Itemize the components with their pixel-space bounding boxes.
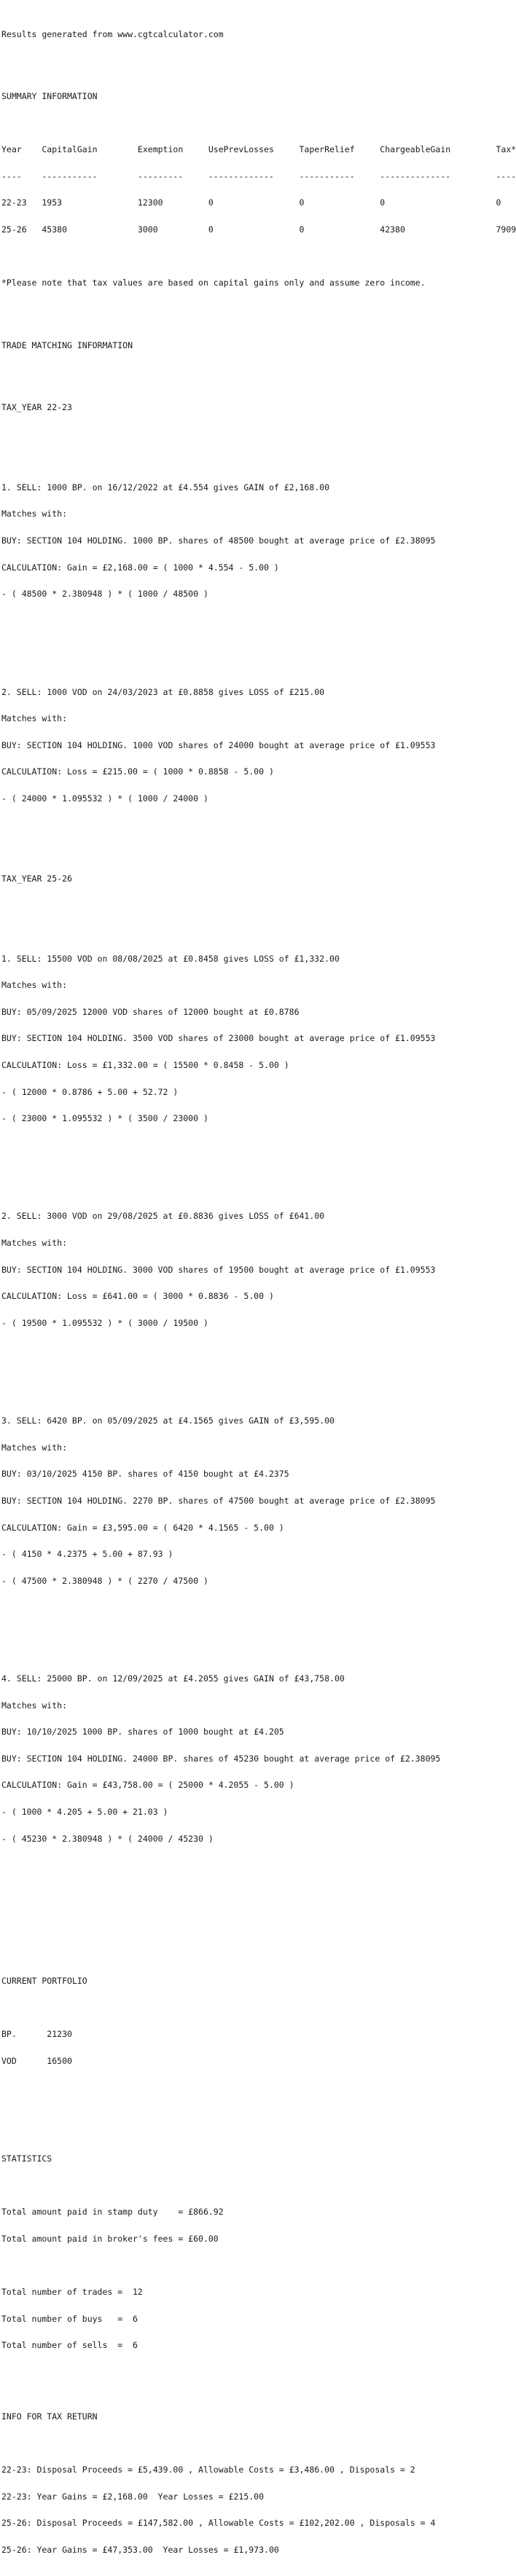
trade-buy-line: BUY: 05/09/2025 12000 VOD shares of 12000 bought at £0.8786 [1, 1006, 300, 1017]
trade-entry [1, 1657, 505, 1861]
trade-calculation-cont-line: - ( 1000 * 4.205 + 5.00 + 21.03 ) [1, 1807, 168, 1818]
trade-buy-line: BUY: SECTION 104 HOLDING. 24000 BP. shares of 45230 bought at average price of £2.38095 [1, 1753, 441, 1764]
summary-information-title: SUMMARY INFORMATION [1, 91, 98, 102]
portfolio-row: BP. 21230 [1, 2029, 72, 2040]
tax-year-heading-22-23: TAX_YEAR 22-23 [1, 402, 72, 413]
trade-matches-line: Matches with: [1, 1238, 68, 1249]
trade-sell-line: 1. SELL: 1000 BP. on 16/12/2022 at £4.554 gives GAIN of £2,168.00 [1, 482, 330, 492]
trade-matches-line: Matches with: [1, 1442, 68, 1453]
spacer [1, 430, 505, 439]
trade-calculation-line: CALCULATION: Gain = £3,595.00 = ( 6420 * 4.1565 - 5.00 ) [1, 1522, 284, 1533]
spacer [1, 2003, 505, 2011]
trade-calculation-cont-line: - ( 24000 * 1.095532 ) * ( 1000 / 24000 ) [1, 793, 208, 804]
trade-buy-line: BUY: 10/10/2025 1000 BP. shares of 1000 bought at £4.205 [1, 1727, 284, 1737]
trade-calculation-line: CALCULATION: Gain = £2,168.00 = ( 1000 * 4.554 - 5.00 ) [1, 562, 279, 573]
tax-return-title: INFO FOR TAX RETURN [1, 2411, 98, 2422]
table-row: 22-23 1953 12300 0 0 0 0 [1, 197, 501, 208]
spacer [1, 1914, 505, 1923]
trade-calculation-line: CALCULATION: Loss = £215.00 = ( 1000 * 0.8858 - 5.00 ) [1, 766, 274, 777]
summary-table-header: Year CapitalGain Exemption UsePrevLosses TaperRelief ChargeableGain Tax* [1, 144, 516, 155]
trade-sell-line: 2. SELL: 3000 VOD on 29/08/2025 at £0.8836 gives LOSS of £641.00 [1, 1211, 325, 1222]
trade-buy-line: BUY: 03/10/2025 4150 BP. shares of 4150 bought at £4.2375 [1, 1469, 289, 1480]
summary-note: *Please note that tax values are based on capital gains only and assume zero income. [1, 278, 426, 288]
spacer [1, 839, 505, 847]
current-portfolio-title: CURRENT PORTFOLIO [1, 1975, 87, 1986]
trade-buy-line: BUY: SECTION 104 HOLDING. 2270 BP. shares of 47500 bought at average price of £2.38095 [1, 1495, 436, 1506]
statistics-sells-line: Total number of sells = 6 [1, 2340, 138, 2351]
trade-entry [1, 1194, 505, 1345]
tax-return-line: 25-26: Year Gains = £47,353.00 Year Losses = £1,973.00 [1, 2544, 279, 2555]
tax-return-line: 25-26: Disposal Proceeds = £147,582.00 , Allowable Costs = £102,202.00 , Disposals = 4 [1, 2518, 436, 2529]
generated-from-line: Results generated from www.cgtcalculator.com [1, 28, 224, 39]
trade-buy-line: BUY: SECTION 104 HOLDING. 1000 BP. shares of 48500 bought at average price of £2.38095 [1, 535, 436, 546]
trade-calculation-cont-line: - ( 45230 * 2.380948 ) * ( 24000 / 45230 ) [1, 1833, 214, 1844]
spacer [1, 634, 505, 643]
spacer [1, 367, 505, 376]
spacer [1, 2438, 505, 2447]
trade-calculation-cont-line: - ( 47500 * 2.380948 ) * ( 2270 / 47500 ) [1, 1575, 208, 1586]
trade-buy-line: BUY: SECTION 104 HOLDING. 3000 VOD shares of 19500 bought at average price of £1.09553 [1, 1264, 436, 1275]
trade-calculation-cont-line: - ( 48500 * 2.380948 ) * ( 1000 / 48500 ) [1, 589, 208, 600]
trade-calculation-cont-line: - ( 12000 * 0.8786 + 5.00 + 52.72 ) [1, 1086, 179, 1097]
trade-entry [1, 669, 505, 820]
trade-calculation-line: CALCULATION: Loss = £1,332.00 = ( 15500 * 0.8458 - 5.00 ) [1, 1060, 289, 1071]
trade-matches-line: Matches with: [1, 1700, 68, 1711]
statistics-broker-fees-line: Total amount paid in broker's fees = £60.00 [1, 2233, 219, 2244]
spacer [1, 1888, 505, 1896]
trade-buy-line: BUY: SECTION 104 HOLDING. 1000 VOD shares of 24000 bought at average price of £1.09553 [1, 739, 436, 750]
tax-return-line: 22-23: Year Gains = £2,168.00 Year Losses = £215.00 [1, 2491, 265, 2502]
trade-matches-line: Matches with: [1, 980, 68, 991]
spacer [1, 2261, 505, 2269]
spacer [1, 56, 505, 65]
statistics-title: STATISTICS [1, 2153, 52, 2164]
spacer [1, 1621, 505, 1630]
spacer [1, 2118, 505, 2127]
spacer [1, 900, 505, 909]
spacer [1, 252, 505, 261]
spacer [1, 2092, 505, 2100]
trade-entry [1, 465, 505, 616]
trade-sell-line: 4. SELL: 25000 BP. on 12/09/2025 at £4.2055 gives GAIN of £43,758.00 [1, 1673, 345, 1684]
trade-calculation-line: CALCULATION: Gain = £43,758.00 = ( 25000 * 4.2055 - 5.00 ) [1, 1780, 294, 1791]
summary-table-rule: ---- ----------- --------- ------------- ----------- -------------- ---- [1, 170, 516, 181]
trade-matches-line: Matches with: [1, 508, 68, 519]
trade-sell-line: 1. SELL: 15500 VOD on 08/08/2025 at £0.8458 gives LOSS of £1,332.00 [1, 953, 340, 964]
trade-matches-line: Matches with: [1, 713, 68, 724]
trade-entry [1, 936, 505, 1141]
statistics-stamp-duty-line: Total amount paid in stamp duty = £866.92 [1, 2207, 224, 2218]
spacer [1, 305, 505, 314]
tax-return-line: 22-23: Disposal Proceeds = £5,439.00 , Allowable Costs = £3,486.00 , Disposals = 2 [1, 2464, 415, 2475]
trade-matching-title: TRADE MATCHING INFORMATION [1, 339, 133, 350]
spacer [1, 1158, 505, 1167]
tax-year-heading-25-26: TAX_YEAR 25-26 [1, 873, 72, 884]
spacer [1, 1941, 505, 1949]
spacer [1, 2376, 505, 2385]
trade-sell-line: 2. SELL: 1000 VOD on 24/03/2023 at £0.8858 gives LOSS of £215.00 [1, 686, 325, 697]
spacer [1, 1363, 505, 1372]
spacer [1, 2180, 505, 2189]
statistics-trades-line: Total number of trades = 12 [1, 2286, 143, 2297]
trade-entry [1, 1399, 505, 1603]
trade-sell-line: 3. SELL: 6420 BP. on 05/09/2025 at £4.1565 gives GAIN of £3,595.00 [1, 1415, 335, 1426]
trade-calculation-cont-line: - ( 19500 * 1.095532 ) * ( 3000 / 19500 ) [1, 1317, 208, 1328]
portfolio-row: VOD 16500 [1, 2055, 72, 2066]
trade-calculation-line: CALCULATION: Loss = £641.00 = ( 3000 * 0.8836 - 5.00 ) [1, 1291, 274, 1302]
spacer [1, 119, 505, 127]
trade-calculation-cont-line: - ( 4150 * 4.2375 + 5.00 + 87.93 ) [1, 1549, 173, 1560]
table-row: 25-26 45380 3000 0 0 42380 7909 [1, 224, 516, 235]
trade-calculation-cont-line: - ( 23000 * 1.095532 ) * ( 3500 / 23000 ) [1, 1113, 208, 1124]
trade-buy-line: BUY: SECTION 104 HOLDING. 3500 VOD shares of 23000 bought at average price of £1.09553 [1, 1033, 436, 1044]
statistics-buys-line: Total number of buys = 6 [1, 2313, 138, 2324]
